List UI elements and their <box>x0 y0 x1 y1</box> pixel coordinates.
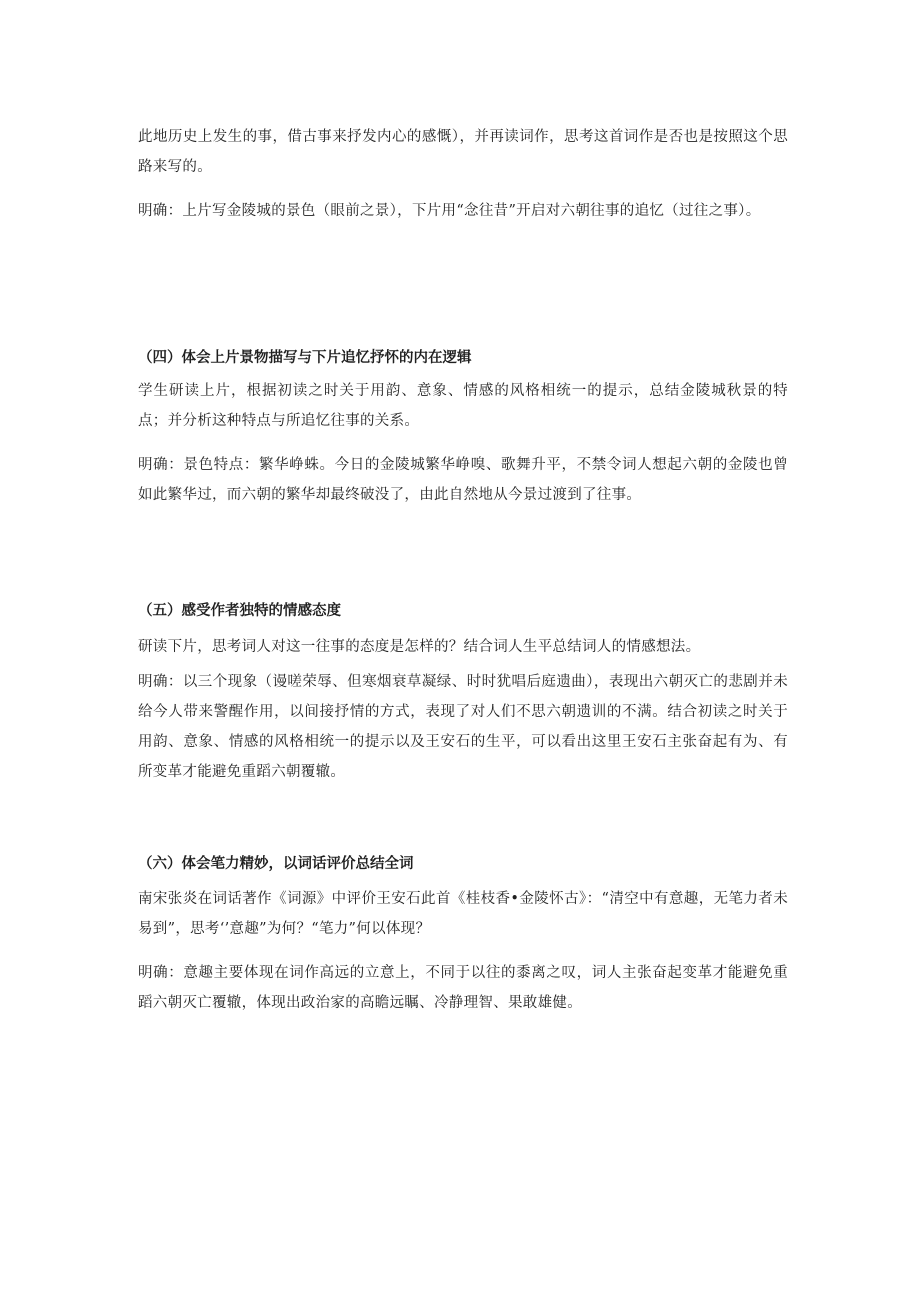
section-6-paragraph-1: 南宋张炎在词话著作《词源》中评价王安石此首《桂枝香•金陵怀古》：“清空中有意趣，无笔力者未易到”，思考‘’意趣”为何？“笔力”何以体现？ <box>138 891 788 937</box>
section-5-paragraph-2: 明确：以三个现象（谩嗟荣辱、但寒烟衰草凝绿、时时犹唱后庭遗曲），表现出六朝灭亡的悲剧并未给今人带来警醒作用，以间接抒情的方式，表现了对人们不思六朝遗训的不满。结合初读之时关于用韵、意象、情感的风格相统一的提示以及王安石的生平，可以看出这里王安石主张奋起有为、有所变革才能避免重蹈六朝覆辙。 <box>138 674 788 780</box>
section-4-heading: （四）体会上片景物描写与下片追忆抒怀的内在逻辑 <box>138 350 472 366</box>
intro-paragraph-1: 此地历史上发生的事，借古事来抒发内心的感慨），并再读词作，思考这首词作是否也是按照这个思路来写的。 <box>138 129 788 175</box>
section-5-paragraph-1: 研读下片，思考词人对这一往事的态度是怎样的？结合词人生平总结词人的情感想法。 <box>138 639 701 655</box>
section-6-paragraph-2: 明确：意趣主要体现在词作高远的立意上，不同于以往的黍离之叹，词人主张奋起变革才能避免重蹈六朝灭亡覆辙，体现出政治家的高瞻远瞩、冷静理智、果敢雄健。 <box>138 965 788 1011</box>
section-5-heading: （五）感受作者独特的情感态度 <box>138 603 341 619</box>
section-4-paragraph-2: 明确：景色特点：繁华峥蛛。今日的金陵城繁华峥嗅、歌舞升平，不禁令词人想起六朝的金陵也曾如此繁华过，而六朝的繁华却最终破没了，由此自然地从今景过渡到了往事。 <box>138 457 788 503</box>
intro-paragraph-2: 明确：上片写金陵城的景色（眼前之景），下片用“念往昔”开启对六朝往事的追忆（过往之事）。 <box>138 203 761 219</box>
section-6-heading: （六）体会笔力精妙，以词话评价总结全词 <box>138 856 414 872</box>
section-4-paragraph-1: 学生研读上片，根据初读之时关于用韵、意象、情感的风格相统一的提示，总结金陵城秋景的特点；并分析这种特点与所追忆往事的关系。 <box>138 383 788 429</box>
